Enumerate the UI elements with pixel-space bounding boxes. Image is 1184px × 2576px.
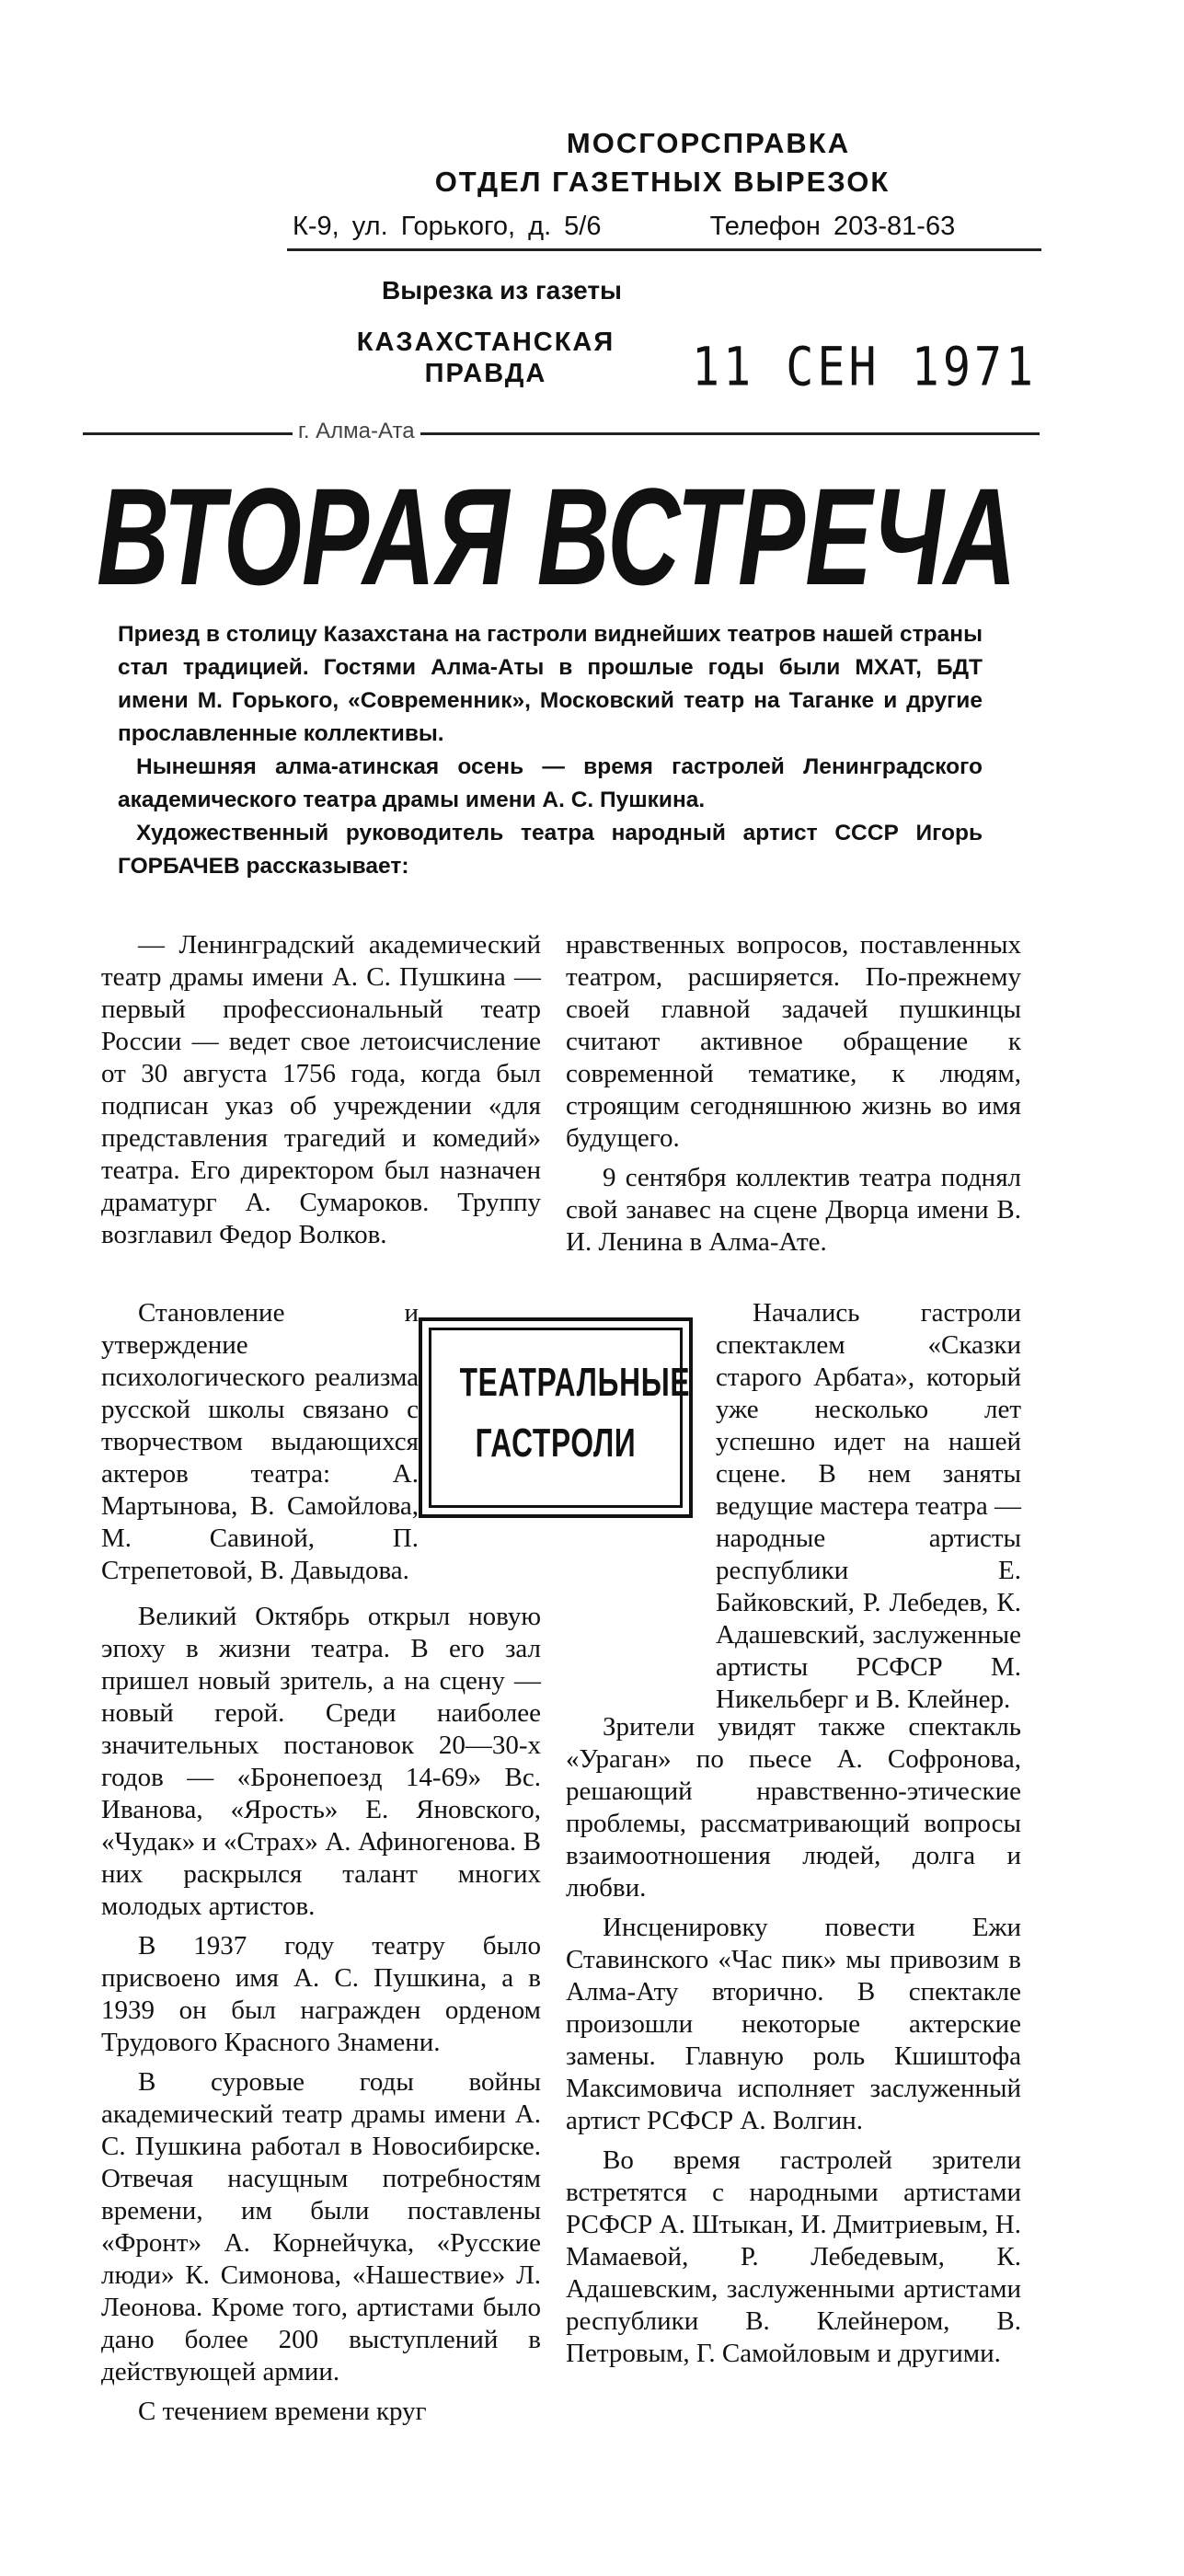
stamp-address-line bbox=[293, 212, 1029, 242]
body-paragraph: нравственных вопросов, поставленных театром, расширяется. По-прежнему своей главной задачей пушкинцы считают активное обращение к современной тематике, к людям, строящим сегодняшнюю жизнь во имя будущего. bbox=[566, 930, 1021, 1153]
column-left-bottom bbox=[101, 1601, 541, 2435]
lead-p3: Художественный руководитель театра народный артист СССР Игорь ГОРБАЧЕВ рассказывает: bbox=[118, 821, 983, 879]
body-paragraph: Становление и утверждение психологического реализма русской школы связано с творчеством выдающихся актеров театра: А. Мартынова, В. Самойлова, М. Савиной, П. Стрепетовой, В. Давыдова. bbox=[101, 1298, 419, 1585]
body-paragraph: Во время гастролей зрители встретятся с народными артистами РСФСР А. Штыкан, И. Дмитриевым, Н. Мамаевой, Р. Лебедевым, К. Адашевским, заслуженными артистами республики В. Клейнером, В. Петровым, Г. Самойловым и другими. bbox=[566, 2145, 1021, 2368]
body-paragraph: В суровые годы войны академический театр драмы имени А. С. Пушкина работал в Новосибирске. Отвечая насущным потребностям времени, им были поставлены «Фронт» А. Корнейчука, «Русские люди» К. Симонова, «Нашествие» Л. Леонова. Кроме того, артистами было дано более 200 выступлений в действующей армии. bbox=[101, 2067, 541, 2386]
body-paragraph: — Ленинградский академический театр драмы имени А. С. Пушкина — первый профессиональный театр России — ведет свое летоисчисление от 30 августа 1756 года, когда был подписан указ об учреждении «для представления трагедий и комедий» театра. Его директором был назначен драматург А. Сумароков. Труппу возглавил Федор Волков. bbox=[101, 930, 541, 1249]
body-paragraph: Начались гастроли спектаклем «Сказки старого Арбата», который уже несколько лет успешно идет на нашей сцене. В нем заняты ведущие мастера театра — народные артисты республики Е. Байковский, Р. Лебедев, К. Адашевский, заслуженные артисты РСФСР М. Никельберг и В. Клейнер. bbox=[716, 1298, 1021, 1714]
date-stamp: 11 СЕН 1971 bbox=[692, 336, 1038, 398]
rubric-line2: ГАСТРОЛИ bbox=[475, 1420, 637, 1466]
rubric-line1: ТЕАТРАЛЬНЫЕ bbox=[459, 1360, 691, 1405]
stamp-address: К-9, ул. Горького, д. 5/6 bbox=[293, 212, 602, 241]
stamp-phone: Телефон 203-81-63 bbox=[709, 212, 956, 241]
headline-text: ВТОРАЯ ВСТРЕЧА bbox=[97, 459, 1017, 603]
stamp-divider bbox=[287, 248, 1041, 251]
lead-p2: Нынешняя алма-атинская осень — время гастролей Ленинградского академического театра драмы имени А. С. Пушкина. bbox=[118, 754, 983, 812]
clipping-label: Вырезка из газеты bbox=[382, 276, 622, 305]
header-divider bbox=[83, 432, 1040, 435]
newspaper-name-line2: ПРАВДА bbox=[424, 359, 547, 388]
stamp-department: ОТДЕЛ ГАЗЕТНЫХ ВЫРЕЗОК bbox=[434, 166, 891, 198]
stamp-org: МОСГОРСПРАВКА bbox=[566, 127, 851, 159]
lead-p1: Приезд в столицу Казахстана на гастроли виднейших театров нашей страны стал традицией. Гостями Алма-Аты в прошлые годы были МХАТ, БДТ имени М. Горького, «Современник», Московский театр на Таганке и другие прославленные коллективы. bbox=[118, 622, 983, 746]
newspaper-name bbox=[339, 327, 633, 389]
section-rubric-box bbox=[419, 1317, 693, 1518]
headline bbox=[87, 455, 1118, 603]
column-left-split bbox=[101, 1297, 419, 1594]
body-paragraph: Инсценировку повести Ежи Ставинского «Час пик» мы привозим в Алма-Ату вторично. В спектакле произошли некоторые актерские замены. Главную роль Кшиштофа Максимовича исполняет заслуженный артист РСФСР А. Волгин. bbox=[566, 1913, 1021, 2135]
body-paragraph: 9 сентября коллектив театра поднял свой занавес на сцене Дворца имени В. И. Ленина в Алма-Ате. bbox=[566, 1163, 1021, 1257]
column-right-bottom bbox=[566, 1711, 1021, 2377]
column-right-top bbox=[566, 929, 1021, 1266]
city-line: г. Алма-Ата bbox=[293, 419, 420, 444]
body-paragraph: Великий Октябрь открыл новую эпоху в жизни театра. В его зал пришел новый зритель, а на сцену — новый герой. Среди наиболее значительных постановок 20—30-х годов — «Бронепоезд 14-69» Вс. Иванова, «Ярость» Е. Яновского, «Чудак» и «Страх» А. Афиногенова. В них раскрылся талант многих молодых артистов. bbox=[101, 1602, 541, 1921]
body-paragraph: В 1937 году театру было присвоено имя А. С. Пушкина, а в 1939 он был награжден орденом Трудового Красного Знамени. bbox=[101, 1931, 541, 2057]
lead-paragraph bbox=[118, 618, 983, 883]
newspaper-name-line1: КАЗАХСТАНСКАЯ bbox=[356, 328, 615, 357]
column-left-top bbox=[101, 929, 541, 1259]
column-right-split bbox=[716, 1297, 1021, 1723]
body-paragraph: С течением времени круг bbox=[138, 2397, 427, 2426]
body-paragraph: Зрители увидят также спектакль «Ураган» по пьесе А. Софронова, решающий нравственно-этические проблемы, рассматривающий вопросы взаимоотношения людей, долга и любви. bbox=[566, 1712, 1021, 1903]
